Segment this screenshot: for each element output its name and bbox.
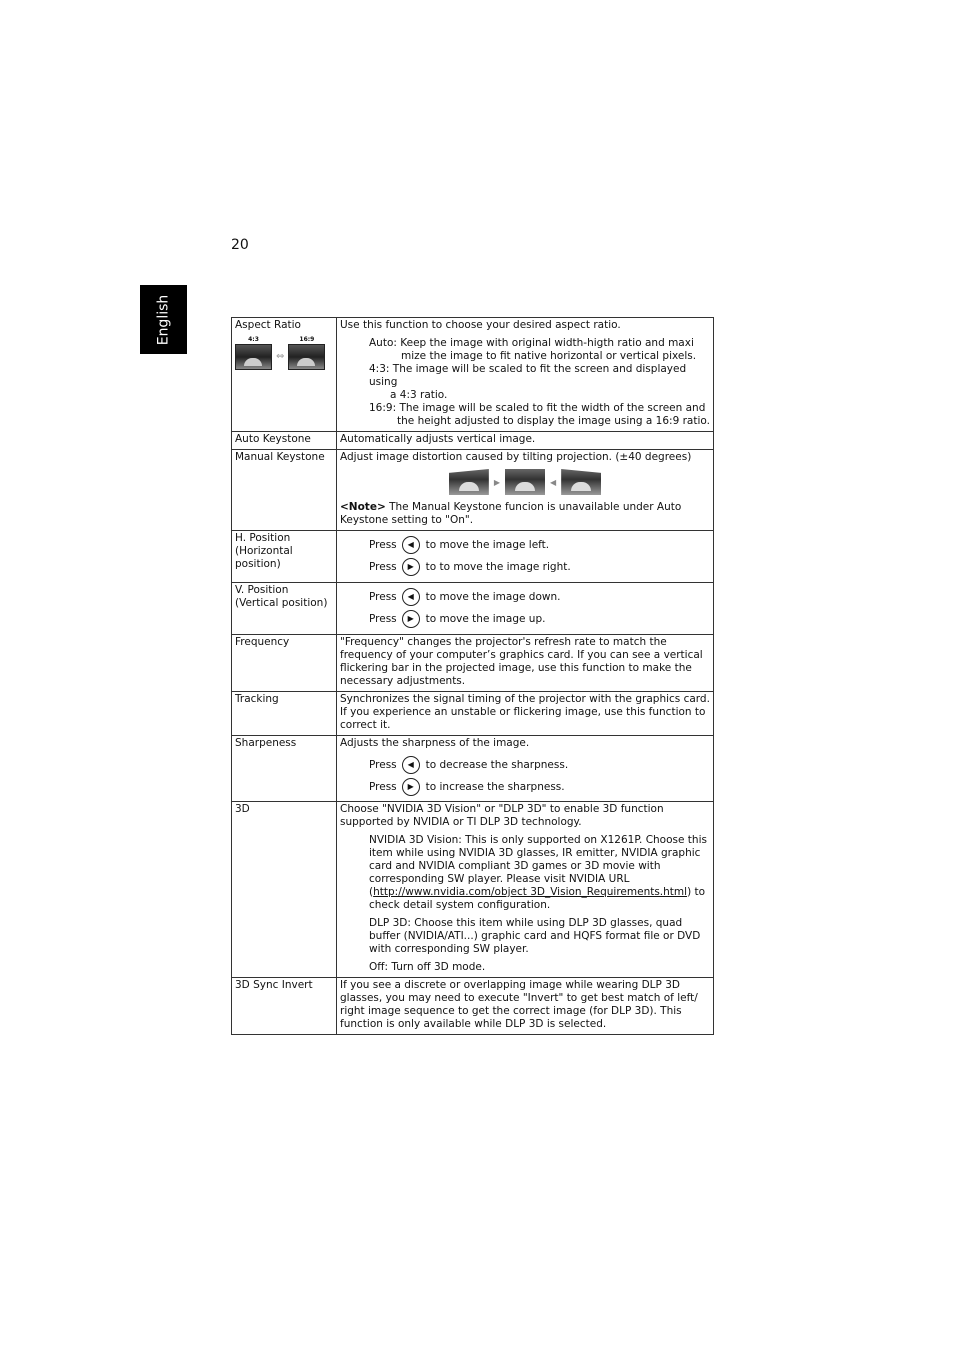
press-right-text: to to move the image right.	[425, 560, 571, 573]
aspect-43-line2: a 4:3 ratio.	[390, 389, 448, 401]
press-word: Press	[369, 758, 397, 771]
h-position-label: H. Position (Horizontal position)	[232, 531, 337, 583]
press-decrease-line	[340, 754, 710, 776]
aspect-43-line1: 4:3: The image will be scaled to fit the screen and displayed using	[369, 363, 687, 388]
row-frequency	[232, 635, 714, 692]
frequency-desc: "Frequency" changes the projector's refresh rate to match the frequency of your computer’s graphics card. If you can see a vertical flickering bar in the projected image, use this function to make the necessary adjustments.	[337, 635, 714, 692]
press-word: Press	[369, 612, 397, 625]
press-word: Press	[369, 590, 397, 603]
row-auto-keystone	[232, 432, 714, 450]
press-up-line	[340, 608, 710, 630]
press-left-line	[340, 534, 710, 556]
label-cell	[232, 318, 337, 432]
press-word: Press	[369, 560, 397, 573]
desc-cell	[337, 450, 714, 531]
language-tab	[140, 285, 187, 354]
press-up-text: to move the image up.	[425, 612, 546, 625]
left-button-icon: ◀	[402, 756, 420, 774]
row-sharpeness	[232, 736, 714, 802]
v-position-label: V. Position (Vertical position)	[232, 583, 337, 635]
row-tracking	[232, 692, 714, 736]
keystone-image-left	[449, 469, 489, 495]
three-d-dlp: DLP 3D: Choose this item while using DLP 3D glasses, quad buffer (NVIDIA/ATI...) graphic card and HQFS format file or DVD with corresponding SW player.	[369, 917, 701, 955]
press-right-line	[340, 556, 710, 578]
desc-cell	[337, 318, 714, 432]
press-decrease-text: to decrease the sharpness.	[425, 758, 569, 771]
aspect-169-line1: 16:9: The image will be scaled to fit the width of the screen and	[369, 402, 706, 414]
press-down-line	[340, 586, 710, 608]
manual-keystone-note	[340, 501, 710, 527]
frequency-label: Frequency	[232, 635, 337, 692]
keystone-illustration	[340, 469, 710, 495]
row-h-position	[232, 531, 714, 583]
row-3d-sync-invert	[232, 978, 714, 1035]
manual-keystone-label: Manual Keystone	[232, 450, 337, 531]
press-increase-text: to increase the sharpness.	[425, 780, 565, 793]
nvidia-text: NVIDIA 3D Vision: This is only supported on X1261P. Choose this item while using NVIDIA 3D glasses, IR emitter, NVIDIA graphic card and NVIDIA compliant 3D games or 3D movie with corresponding SW player. Please visit NVIDIA URL (	[369, 834, 707, 898]
aspect-intro: Use this function to choose your desired aspect ratio.	[340, 319, 621, 331]
three-d-label: 3D	[232, 802, 337, 978]
arrow-left-icon: ◀	[550, 477, 557, 487]
right-button-icon: ▶	[402, 778, 420, 796]
press-increase-line	[340, 776, 710, 798]
auto-keystone-desc: Automatically adjusts vertical image.	[337, 432, 714, 450]
auto-keystone-label: Auto Keystone	[232, 432, 337, 450]
three-d-nvidia	[340, 834, 710, 912]
press-word: Press	[369, 538, 397, 551]
sharpeness-label: Sharpeness	[232, 736, 337, 802]
thumb-43-image	[235, 344, 272, 370]
arrow-right-icon: ▶	[493, 477, 500, 487]
aspect-ratio-label: Aspect Ratio	[235, 319, 301, 331]
sync-invert-label: 3D Sync Invert	[232, 978, 337, 1035]
language-tab-label: English	[155, 294, 172, 345]
keystone-image-center	[505, 469, 545, 495]
desc-cell	[337, 802, 714, 978]
row-aspect-ratio	[232, 318, 714, 432]
nvidia-tail: ) to check detail system configuration.	[369, 886, 706, 911]
three-d-intro: Choose "NVIDIA 3D Vision" or "DLP 3D" to enable 3D function supported by NVIDIA or TI DLP 3D technology.	[340, 803, 664, 828]
aspect-ratio-thumbnails	[235, 336, 333, 370]
thumb-right-label: 16:9	[299, 336, 315, 343]
left-button-icon: ◀	[402, 536, 420, 554]
settings-table	[231, 317, 714, 1035]
row-3d	[232, 802, 714, 978]
press-word: Press	[369, 780, 397, 793]
thumb-left-label: 4:3	[248, 336, 259, 343]
right-button-icon: ▶	[402, 610, 420, 628]
aspect-169-line2: the height adjusted to display the image using a 16:9 ratio.	[397, 415, 710, 427]
tracking-label: Tracking	[232, 692, 337, 736]
sync-invert-desc: If you see a discrete or overlapping image while wearing DLP 3D glasses, you may need to execute "Invert" to get best match of left/ right image sequence to get the correct image (for DLP 3D). This function is only available while DLP 3D is selected.	[337, 978, 714, 1035]
desc-cell	[337, 583, 714, 635]
note-text: The Manual Keystone funcion is unavailable under Auto Keystone setting to "On".	[340, 501, 682, 526]
page-number: 20	[231, 237, 249, 253]
right-button-icon: ▶	[402, 558, 420, 576]
press-left-text: to move the image left.	[425, 538, 550, 551]
desc-cell	[337, 736, 714, 802]
sharpeness-desc: Adjusts the sharpness of the image.	[340, 737, 530, 749]
left-button-icon: ◀	[402, 588, 420, 606]
row-v-position	[232, 583, 714, 635]
double-arrow-icon: ⇔	[276, 350, 285, 362]
aspect-auto-line1: Auto: Keep the image with original width-higth ratio and maxi	[369, 337, 694, 349]
aspect-auto-line2: mize the image to fit native horizontal or vertical pixels.	[401, 350, 697, 362]
keystone-image-right	[561, 469, 601, 495]
manual-keystone-desc: Adjust image distortion caused by tilting projection. (±40 degrees)	[340, 451, 692, 463]
thumb-169-image	[288, 344, 325, 370]
press-down-text: to move the image down.	[425, 590, 561, 603]
row-manual-keystone	[232, 450, 714, 531]
tracking-desc: Synchronizes the signal timing of the projector with the graphics card. If you experience an unstable or flickering image, use this function to correct it.	[337, 692, 714, 736]
desc-cell	[337, 531, 714, 583]
note-tag: <Note>	[340, 501, 386, 513]
three-d-off: Off: Turn off 3D mode.	[369, 961, 486, 973]
nvidia-url-link[interactable]: http://www.nvidia.com/object 3D_Vision_Requirements.html	[373, 886, 688, 898]
